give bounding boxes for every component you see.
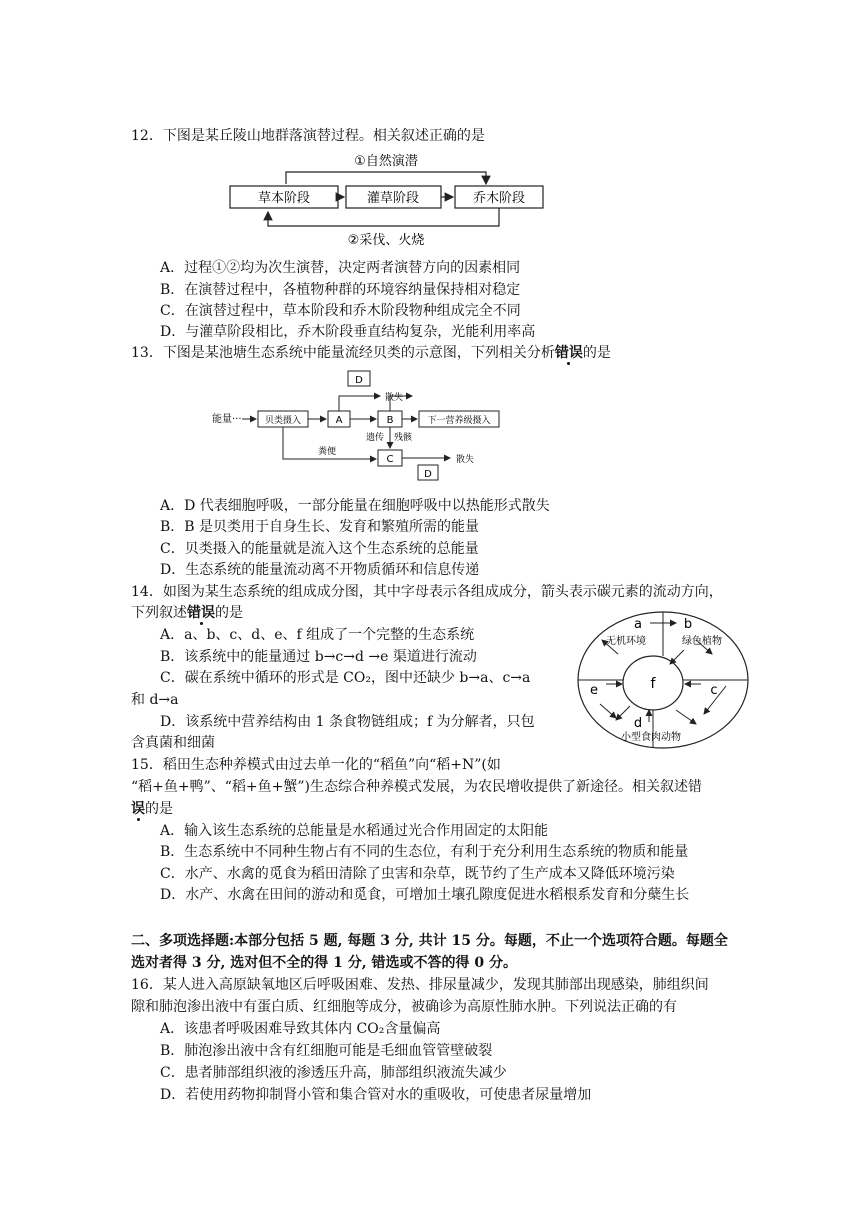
q13-stem-emphasis: 错误 — [554, 345, 583, 361]
q13-stem-pre: 13．下图是某池塘生态系统中能量流经贝类的示意图，下列相关分析 — [131, 345, 555, 361]
q14-stem-emphasis: 错误 — [187, 605, 215, 621]
label-sanshi-top: 散失 — [385, 393, 404, 403]
label-next-level: 下一营养级摄入 — [427, 416, 491, 426]
label-xiaoxing: 小型食肉动物 — [621, 732, 681, 743]
box-shrub-label: 灌草阶段 — [366, 191, 420, 206]
q14-stem-line1: 14．如图为某生态系统的组成成分图，其中字母表示各组成成分，箭头表示碳元素的流动方向， — [131, 584, 723, 600]
label-canhai: 残骸 — [394, 433, 413, 443]
q15-stem-post: 的是 — [145, 801, 173, 817]
q14-option-c: C．碳在系统中循环的形式是 CO₂，图中还缺少 b→a、c→a — [160, 670, 531, 686]
box-tree-label: 乔木阶段 — [472, 191, 526, 206]
q14-option-c-cont: 和 d→a — [131, 692, 179, 708]
q12-option-c: C．在演替过程中，草本阶段和乔木阶段物种组成完全不同 — [160, 303, 521, 319]
label-yichuan: 遗传 — [366, 433, 385, 443]
label-c: C — [386, 454, 394, 465]
box-herb-label: 草本阶段 — [257, 191, 311, 206]
q13-option-b: B．B 是贝类用于自身生长、发育和繁殖所需的能量 — [160, 519, 480, 535]
q13-option-c: C．贝类摄入的能量就是流入这个生态系统的总能量 — [160, 541, 479, 557]
label-d-bottom: D — [424, 469, 432, 480]
q14-stem-pre: 下列叙述 — [131, 605, 187, 621]
q15-stem-line2: “稻+鱼+鸭”、“稻+鱼+蟹”)生态综合种养模式发展，为农民增收提供了新途径。相关叙述错 — [131, 779, 703, 795]
q14-option-a: A．a、b、c、d、e、f 组成了一个完整的生态系统 — [160, 627, 475, 643]
q12-option-a: A．过程①②均为次生演替，决定两者演替方向的因素相同 — [160, 260, 521, 276]
q13-stem-post: 的是 — [582, 345, 611, 361]
label-b: b — [683, 617, 693, 632]
q16-option-b: B．肺泡渗出液中含有红细胞可能是毛细血管管壁破裂 — [160, 1043, 493, 1059]
section2-heading-line1: 二、多项选择题:本部分包括 5 题, 每题 3 分, 共计 15 分。每题，不止一个选项符合题。每题全 — [131, 933, 728, 949]
label-b: B — [386, 415, 394, 426]
q16-stem-line2: 隙和肺泡渗出液中有蛋白质、红细胞等成分，被确诊为高原性肺水肿。下列说法正确的有 — [131, 999, 677, 1015]
label-nengliang: 能量··· — [212, 414, 242, 425]
q15-option-c: C．水产、水禽的觅食为稻田清除了虫害和杂草，既节约了生产成本又降低环境污染 — [160, 866, 675, 882]
section2-heading-line2: 选对者得 3 分, 选对但不全的得 1 分, 错选或不答的得 0 分。 — [131, 955, 517, 971]
q16-option-d: D．若使用药物抑制肾小管和集合管对水的重吸收，可使患者尿量增加 — [160, 1087, 592, 1103]
q13-option-d: D．生态系统的能量流动离不开物质循环和信息传递 — [160, 562, 480, 578]
q15-option-a: A．输入该生态系统的总能量是水稻通过光合作用固定的太阳能 — [160, 823, 549, 839]
q16-option-a: A．该患者呼吸困难导致其体内 CO₂含量偏高 — [160, 1021, 441, 1037]
succession-diagram — [226, 152, 548, 250]
q14-stem-post: 的是 — [215, 605, 243, 621]
q14-option-d: D．该系统中营养结构由 1 条食物链组成；f 为分解者，只包 — [160, 714, 535, 730]
ecosystem-circle-diagram — [576, 610, 750, 750]
q12-option-d: D．与灌草阶段相比，乔木阶段垂直结构复杂，光能利用率高 — [160, 324, 536, 340]
label-a: A — [335, 415, 343, 426]
q12-option-b: B．在演替过程中，各植物种群的环境容纳量保持相对稳定 — [160, 282, 521, 298]
label-wuji: 无机环境 — [606, 636, 646, 647]
q12-stem: 12．下图是某丘陵山地群落演替过程。相关叙述正确的是 — [131, 128, 485, 144]
q12-bottom-label: ②采伐、火烧 — [347, 233, 425, 248]
label-d: d — [633, 716, 643, 731]
label-fenbian: 粪便 — [318, 447, 337, 457]
q15-option-d: D．水产、水禽在田间的游动和觅食，可增加土壤孔隙度促进水稻根系发育和分蘖生长 — [160, 887, 690, 903]
q13-stem — [131, 343, 611, 363]
q13-option-a: A．D 代表细胞呼吸，一部分能量在细胞呼吸中以热能形式散失 — [160, 498, 550, 514]
energy-flow-diagram — [210, 368, 510, 486]
q16-stem-line1: 16．某人进入高原缺氧地区后呼吸困难、发热、排尿量减少，发现其肺部出现感染，肺组织间 — [131, 977, 709, 993]
label-sanshi-bottom: 散失 — [456, 455, 475, 465]
label-f: f — [650, 676, 656, 692]
q14-option-b: B．该系统中的能量通过 b→c→d →e 渠道进行流动 — [160, 649, 477, 665]
q12-top-label: ①自然演潜 — [354, 154, 418, 169]
q15-stem-line1: 15．稻田生态种养模式由过去单一化的“稻鱼”向“稻+N”(如 — [131, 757, 501, 773]
q14-option-d-cont: 含真菌和细菌 — [131, 735, 215, 751]
q15-option-b: B．生态系统中不同种生物占有不同的生态位，有利于充分利用生态系统的物质和能量 — [160, 844, 689, 860]
q15-stem-line3 — [131, 799, 173, 819]
label-lvse: 绿色植物 — [682, 636, 722, 647]
label-beilei: 贝类摄入 — [264, 416, 302, 426]
q14-stem-line2 — [131, 603, 243, 623]
label-e: e — [590, 683, 598, 698]
q15-stem-emphasis: 误 — [131, 801, 145, 817]
label-a: a — [634, 617, 642, 632]
q16-option-c: C．患者肺部组织液的渗透压升高，肺部组织液流失减少 — [160, 1065, 507, 1081]
label-d-top: D — [355, 375, 363, 386]
label-c: c — [710, 683, 718, 698]
